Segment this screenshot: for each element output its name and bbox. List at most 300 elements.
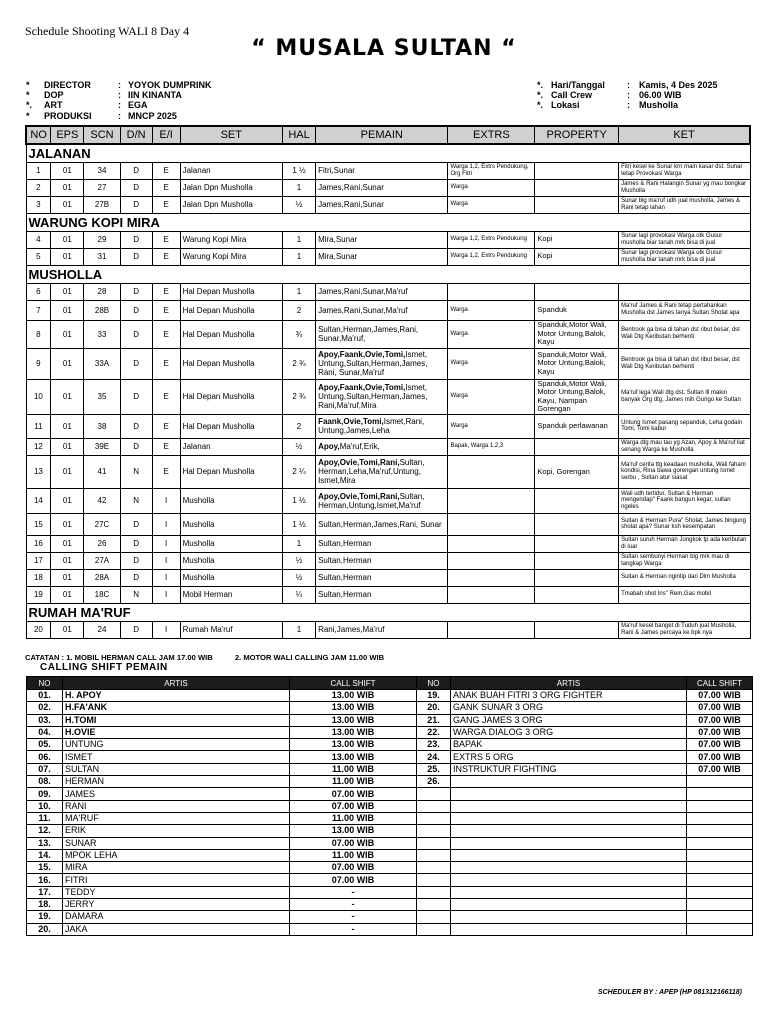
calling-empty-cell <box>687 886 753 898</box>
crew-row <box>537 100 718 110</box>
calling-empty-cell <box>687 825 753 837</box>
calling-no: 06. <box>27 751 63 763</box>
calling-shift: 13.00 WIB <box>290 825 417 837</box>
crew-colon: : <box>118 110 121 121</box>
cell-set: Hal Depan Musholla <box>180 455 282 488</box>
calling-no: 09. <box>27 788 63 800</box>
cell-no: 19 <box>26 586 51 603</box>
calling-no: 12. <box>27 825 63 837</box>
pemain-list: Sultan,Herman <box>318 539 372 549</box>
calling-row <box>27 899 753 911</box>
scene-row <box>26 179 750 196</box>
scene-row <box>26 414 750 438</box>
calling-row <box>27 714 753 726</box>
cell-extrs <box>448 621 535 638</box>
cell-set: Hal Depan Musholla <box>180 348 282 379</box>
cell-extrs: Warga <box>448 300 535 320</box>
cell-extrs <box>448 569 535 586</box>
cell-set: Mobil Herman <box>180 586 282 603</box>
cell-ket <box>619 283 750 300</box>
cell-extrs <box>448 283 535 300</box>
cell-property <box>535 513 619 535</box>
crew-key: Lokasi <box>551 100 580 111</box>
calling-shift: 13.00 WIB <box>290 690 417 702</box>
crew-row <box>537 80 718 90</box>
calling-no: 25. <box>417 763 451 775</box>
cell-hal: 2 <box>282 300 315 320</box>
cell-hal: 1 ½ <box>282 488 315 513</box>
cell-set: Warung Kopi Mira <box>180 231 282 248</box>
calling-artis: GANK SUNAR 3 ORG <box>451 702 687 714</box>
cell-property <box>535 535 619 552</box>
column-header: SET <box>180 126 282 144</box>
cell-hal: 1 ½ <box>282 513 315 535</box>
calling-empty-cell <box>417 812 451 824</box>
calling-artis: JAMES <box>63 788 290 800</box>
crew-key: DOP <box>44 90 64 101</box>
cell-no: 15 <box>26 513 51 535</box>
calling-row <box>27 726 753 738</box>
calling-empty-cell <box>417 825 451 837</box>
calling-no: 05. <box>27 739 63 751</box>
crew-value: YOYOK DUMPRINK <box>128 80 212 90</box>
calling-empty-cell <box>687 837 753 849</box>
calling-no: 20. <box>417 702 451 714</box>
cell-scn: 27A <box>84 552 120 569</box>
cell-pemain <box>316 379 448 414</box>
crew-key: Hari/Tanggal <box>551 80 605 90</box>
pemain-list: Rani,James,Ma'ruf <box>318 625 385 635</box>
pemain-list: Sultan, Herman,Untung,Ismet,Ma'ruf <box>318 491 425 510</box>
cell-ei: E <box>152 414 180 438</box>
cell-pemain <box>316 320 448 348</box>
cell-dn: D <box>120 231 152 248</box>
calling-shift: - <box>290 899 417 911</box>
cell-pemain <box>316 231 448 248</box>
calling-empty-cell <box>451 788 687 800</box>
calling-artis: JERRY <box>63 899 290 911</box>
cell-eps: 01 <box>51 552 84 569</box>
pemain-list: Ma'ruf,Erik, <box>339 442 380 452</box>
cell-extrs <box>448 552 535 569</box>
cell-set: Jalan Dpn Musholla <box>180 196 282 213</box>
calling-empty-cell <box>417 862 451 874</box>
cell-scn: 33A <box>84 348 120 379</box>
cell-extrs: Warga <box>448 348 535 379</box>
cell-extrs: Warga 1,2, Extrs Pendukung, Org Fitri <box>448 162 535 179</box>
calling-no: 26. <box>417 776 451 788</box>
cell-no: 20 <box>26 621 51 638</box>
calling-no: 16. <box>27 874 63 886</box>
cell-hal: 2 ¾ <box>282 379 315 414</box>
scene-row <box>26 552 750 569</box>
cell-property <box>535 196 619 213</box>
calling-empty-cell <box>417 800 451 812</box>
crew-row <box>537 90 718 100</box>
calling-empty-cell <box>451 800 687 812</box>
cell-eps: 01 <box>51 348 84 379</box>
calling-shift: 07.00 WIB <box>687 714 753 726</box>
cell-eps: 01 <box>51 414 84 438</box>
crew-colon: : <box>627 100 630 111</box>
calling-row <box>27 911 753 923</box>
cell-property: Kopi, Gorengan <box>535 455 619 488</box>
cell-eps: 01 <box>51 586 84 603</box>
calling-no: 14. <box>27 849 63 861</box>
crew-bullet: * <box>26 110 30 121</box>
cell-hal: 1 <box>282 248 315 265</box>
pemain-highlight: Apoy, <box>318 442 340 452</box>
cell-extrs <box>448 586 535 603</box>
crew-value: Musholla <box>639 100 679 111</box>
cell-pemain <box>316 586 448 603</box>
crew-value: MNCP 2025 <box>128 110 177 121</box>
calling-artis: BAPAK <box>451 739 687 751</box>
cell-ket: Tmabah shot Ins" Rem,Gas mobil <box>619 586 750 603</box>
scene-row <box>26 348 750 379</box>
column-header: PROPERTY <box>535 126 619 144</box>
calling-empty-cell <box>417 923 451 935</box>
cell-eps: 01 <box>51 320 84 348</box>
pemain-list: Fitri,Sunar <box>318 166 355 175</box>
calling-shift: 07.00 WIB <box>290 788 417 800</box>
calling-shift: 13.00 WIB <box>290 726 417 738</box>
location-row <box>26 265 750 283</box>
calling-no: 07. <box>27 763 63 775</box>
cell-scn: 24 <box>84 621 120 638</box>
crew-key: Call Crew <box>551 90 593 101</box>
calling-no: 08. <box>27 776 63 788</box>
cell-hal: 1 <box>282 283 315 300</box>
scheduler-credit: SCHEDULER BY : APEP (HP 081312166118) <box>597 989 742 996</box>
calling-no: 01. <box>27 690 63 702</box>
cell-pemain <box>316 283 448 300</box>
calling-artis: WARGA DIALOG 3 ORG <box>451 726 687 738</box>
calling-no: 19. <box>417 690 451 702</box>
cell-ket: Ma'ruf lega Wali dtg dst, Sultan lll makin banyak Org dtg, James mih Gurigo ke Sultan <box>619 379 750 414</box>
calling-shift: 07.00 WIB <box>687 726 753 738</box>
cell-eps: 01 <box>51 455 84 488</box>
cell-dn: D <box>120 320 152 348</box>
cell-scn: 39E <box>84 438 120 455</box>
calling-artis: H.OVIE <box>63 726 290 738</box>
cell-dn: D <box>120 414 152 438</box>
calling-row <box>27 886 753 898</box>
cell-property <box>535 488 619 513</box>
cell-dn: D <box>120 513 152 535</box>
crew-value: IIN KINANTA <box>128 90 182 101</box>
pemain-highlight: Apoy,Faank,Ovie,Tomi, <box>318 383 406 393</box>
calling-empty-cell <box>451 825 687 837</box>
cell-hal: 1 <box>282 535 315 552</box>
scene-row <box>26 300 750 320</box>
cell-set: Hal Depan Musholla <box>180 320 282 348</box>
cell-ei: E <box>152 162 180 179</box>
cell-property <box>535 283 619 300</box>
calling-empty-cell <box>451 812 687 824</box>
cell-property <box>535 162 619 179</box>
note-1: CATATAN : 1. MOBIL HERMAN CALL JAM 17.00 WIB <box>25 653 213 662</box>
cell-dn: D <box>120 535 152 552</box>
cell-no: 11 <box>26 414 51 438</box>
cell-ei: E <box>152 348 180 379</box>
cell-eps: 01 <box>51 162 84 179</box>
pemain-list: James,Rani,Sunar <box>318 200 384 209</box>
calling-no: 24. <box>417 751 451 763</box>
calling-artis: ERIK <box>63 825 290 837</box>
cell-extrs: Warga <box>448 320 535 348</box>
pemain-list: Mira,Sunar <box>318 235 358 244</box>
cell-dn: D <box>120 283 152 300</box>
calling-column-header: ARTIS <box>451 677 687 690</box>
cell-extrs <box>448 455 535 488</box>
cell-set: Hal Depan Musholla <box>180 283 282 300</box>
scene-row <box>26 621 750 638</box>
scene-row <box>26 488 750 513</box>
calling-empty-cell <box>451 886 687 898</box>
note-2: 2. MOTOR WALI CALLING JAM 11.00 WIB <box>234 653 385 662</box>
cell-hal: 1 <box>282 621 315 638</box>
pemain-list: Ismet, Untung,Sultan,Herman,James, Rani, Sunar,Ma'ruf <box>318 350 428 377</box>
calling-no: 02. <box>27 702 63 714</box>
cell-property <box>535 621 619 638</box>
cell-scn: 18C <box>84 586 120 603</box>
calling-shift: 07.00 WIB <box>687 739 753 751</box>
scene-row <box>26 455 750 488</box>
cell-ei: I <box>152 586 180 603</box>
calling-no: 04. <box>27 726 63 738</box>
calling-empty-cell <box>417 849 451 861</box>
calling-shift: 07.00 WIB <box>290 837 417 849</box>
cell-extrs: Warga <box>448 196 535 213</box>
calling-empty-cell <box>687 923 753 935</box>
cell-extrs: Warga <box>448 179 535 196</box>
calling-row <box>27 702 753 714</box>
cell-dn: D <box>120 179 152 196</box>
scene-row <box>26 586 750 603</box>
calling-no: 21. <box>417 714 451 726</box>
calling-empty-cell <box>451 911 687 923</box>
schedule-header-row <box>26 126 750 144</box>
calling-empty-cell <box>417 874 451 886</box>
calling-artis: EXTRS 5 ORG <box>451 751 687 763</box>
cell-dn: D <box>120 621 152 638</box>
calling-empty-cell <box>687 874 753 886</box>
calling-column-header: ARTIS <box>63 677 290 690</box>
calling-empty-cell <box>417 837 451 849</box>
cell-extrs: Warga <box>448 379 535 414</box>
cell-pemain <box>316 414 448 438</box>
cell-extrs <box>448 513 535 535</box>
calling-artis: ANAK BUAH FITRI 3 ORG FIGHTER <box>451 690 687 702</box>
cell-scn: 28A <box>84 569 120 586</box>
calling-no: 03. <box>27 714 63 726</box>
calling-shift: 11.00 WIB <box>290 776 417 788</box>
calling-artis: H. APOY <box>63 690 290 702</box>
cell-set: Musholla <box>180 513 282 535</box>
crew-bullet: *. <box>537 80 544 90</box>
scene-row <box>26 438 750 455</box>
cell-extrs <box>448 535 535 552</box>
calling-shift: - <box>290 923 417 935</box>
cell-no: 8 <box>26 320 51 348</box>
cell-ket: Sunar blg ma'ruf udh jual musholla, James & Rani tetap lahan <box>619 196 750 213</box>
calling-column-header: CALL SHIFT <box>687 677 753 690</box>
calling-empty-cell <box>687 800 753 812</box>
calling-row <box>27 812 753 824</box>
cell-pemain <box>316 300 448 320</box>
cell-pemain <box>316 569 448 586</box>
cell-set: Musholla <box>180 569 282 586</box>
scene-row <box>26 248 750 265</box>
cell-ei: I <box>152 535 180 552</box>
calling-artis: H.FA'ANK <box>63 702 290 714</box>
cell-dn: D <box>120 196 152 213</box>
cell-set: Hal Depan Musholla <box>180 300 282 320</box>
cell-ei: I <box>152 569 180 586</box>
pemain-list: Sultan,Herman,James,Rani, Sunar,Ma'ruf, <box>318 325 419 343</box>
cell-eps: 01 <box>51 569 84 586</box>
calling-column-header: CALL SHIFT <box>290 677 417 690</box>
calling-header-row <box>27 677 753 690</box>
cell-hal: ¾ <box>282 320 315 348</box>
calling-shift: 07.00 WIB <box>290 862 417 874</box>
pemain-list: James,Rani,Sunar <box>318 183 384 192</box>
cell-no: 18 <box>26 569 51 586</box>
cell-hal: ½ <box>282 552 315 569</box>
cell-no: 7 <box>26 300 51 320</box>
cell-eps: 01 <box>51 179 84 196</box>
calling-artis: INSTRUKTUR FIGHTING <box>451 763 687 775</box>
calling-empty-cell <box>687 788 753 800</box>
cell-no: 5 <box>26 248 51 265</box>
cell-set: Rumah Ma'ruf <box>180 621 282 638</box>
cell-no: 4 <box>26 231 51 248</box>
cell-hal: ¼ <box>282 586 315 603</box>
cell-no: 16 <box>26 535 51 552</box>
cell-eps: 01 <box>51 488 84 513</box>
cell-pemain <box>316 348 448 379</box>
cell-pemain <box>316 535 448 552</box>
pemain-highlight: Faank,Ovie,Tomi, <box>318 417 384 427</box>
cell-ei: E <box>152 179 180 196</box>
calling-column-header: NO <box>27 677 63 690</box>
cell-scn: 42 <box>84 488 120 513</box>
calling-row <box>27 751 753 763</box>
cell-scn: 26 <box>84 535 120 552</box>
location-row <box>26 144 750 162</box>
document-label: Schedule Shooting WALI 8 Day 4 <box>25 24 190 38</box>
pemain-list: James,Rani,Sunar,Ma'ruf <box>318 305 408 315</box>
column-header: E/I <box>152 126 180 144</box>
pemain-highlight: Apoy,Faank,Ovie,Tomi, <box>318 350 406 359</box>
cell-hal: 2 ¾ <box>282 348 315 379</box>
cell-scn: 31 <box>84 248 120 265</box>
cell-property <box>535 569 619 586</box>
cell-set: Jalanan <box>180 438 282 455</box>
cell-property: Spanduk,Motor Wali, Motor Untung,Balok, Kayu <box>535 348 619 379</box>
cell-ei: E <box>152 231 180 248</box>
cell-no: 9 <box>26 348 51 379</box>
cell-extrs: Bapak, Warga 1,2,3 <box>448 438 535 455</box>
calling-artis: SUNAR <box>63 837 290 849</box>
calling-shift: 07.00 WIB <box>290 874 417 886</box>
cell-scn: 41 <box>84 455 120 488</box>
pemain-list: Sultan, Herman,Leha,Ma'ruf,Untung, Ismet,Mira <box>318 458 425 486</box>
calling-artis: GANG JAMES 3 ORG <box>451 714 687 726</box>
cell-dn: D <box>120 300 152 320</box>
crew-colon: : <box>118 100 121 111</box>
crew-bullet: * <box>26 80 30 90</box>
scene-row <box>26 379 750 414</box>
location-row <box>26 603 750 621</box>
cell-dn: N <box>120 586 152 603</box>
crew-row <box>26 80 212 90</box>
crew-colon: : <box>118 80 121 90</box>
cell-ket: Ma'ruf kesel banget di Tuduh jual Musholla, Rani & James percaya ke bpk nya <box>619 621 750 638</box>
cell-ket: Sunar lagi provokasi Warga utk Gusur musholla biar tanah mrk bisa di jual <box>619 248 750 265</box>
scene-row <box>26 320 750 348</box>
cell-ei: E <box>152 320 180 348</box>
calling-no: 20. <box>27 923 63 935</box>
cell-hal: 1 <box>282 179 315 196</box>
calling-row <box>27 800 753 812</box>
cell-pemain <box>316 621 448 638</box>
calling-no: 17. <box>27 886 63 898</box>
calling-row <box>27 776 753 788</box>
column-header: NO <box>26 126 51 144</box>
calling-shift: 07.00 WIB <box>687 763 753 775</box>
calling-no: 11. <box>27 812 63 824</box>
cell-pemain <box>316 488 448 513</box>
calling-empty-cell <box>687 899 753 911</box>
cell-pemain <box>316 438 448 455</box>
cell-scn: 28 <box>84 283 120 300</box>
cell-eps: 01 <box>51 379 84 414</box>
calling-shift-title: CALLING SHIFT PEMAIN <box>40 662 168 673</box>
cell-ket: James & Rani Halangin Sunar yg mau bongkar Musholla <box>619 179 750 196</box>
calling-shift: 11.00 WIB <box>290 849 417 861</box>
calling-row <box>27 825 753 837</box>
cell-scn: 38 <box>84 414 120 438</box>
cell-ei: I <box>152 621 180 638</box>
calling-artis: ISMET <box>63 751 290 763</box>
cell-pemain <box>316 162 448 179</box>
calling-no: 10. <box>27 800 63 812</box>
cell-no: 6 <box>26 283 51 300</box>
calling-empty-cell <box>451 862 687 874</box>
scene-row <box>26 231 750 248</box>
cell-ket: Sultan & Herman Pura" Sholat, James bingung sholat apa? Sunar ksh kesempatan <box>619 513 750 535</box>
cell-property: Spanduk perlawanan <box>535 414 619 438</box>
cell-hal: 1 <box>282 231 315 248</box>
cell-extrs: Warga 1,2, Extrs Pendukung <box>448 231 535 248</box>
calling-artis: TEDDY <box>63 886 290 898</box>
calling-row <box>27 849 753 861</box>
cell-property <box>535 552 619 569</box>
cell-eps: 01 <box>51 513 84 535</box>
cell-hal: 2 ¼ <box>282 455 315 488</box>
calling-row <box>27 837 753 849</box>
calling-empty-cell <box>687 911 753 923</box>
location-name: JALANAN <box>26 144 750 162</box>
cell-ket: Untung Ismet pasang sepanduk, Leha godain Tomi, Tomi kabur <box>619 414 750 438</box>
calling-shift <box>687 776 753 788</box>
cell-ei: I <box>152 552 180 569</box>
calling-empty-cell <box>687 812 753 824</box>
scene-row <box>26 569 750 586</box>
calling-artis: H.TOMI <box>63 714 290 726</box>
